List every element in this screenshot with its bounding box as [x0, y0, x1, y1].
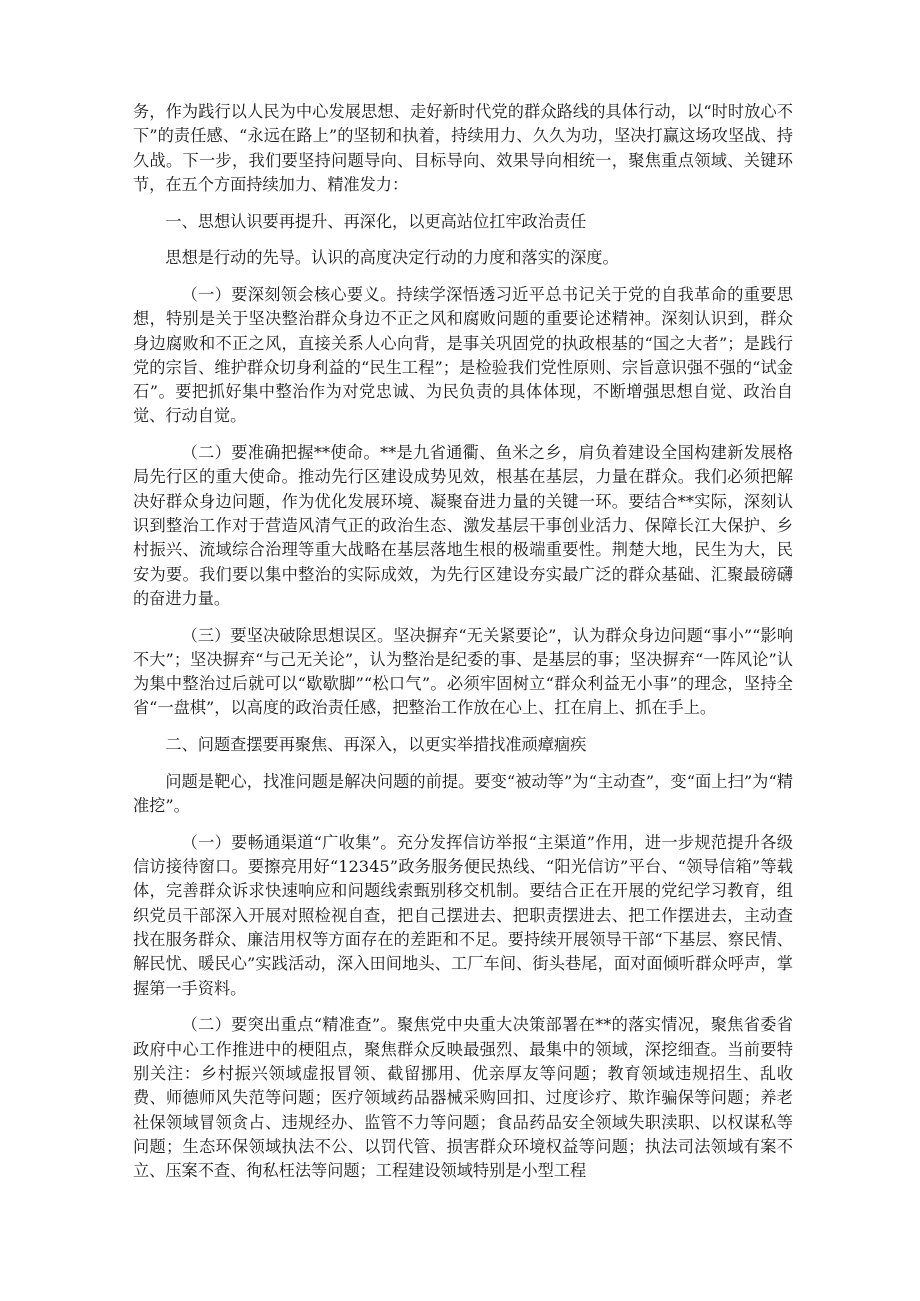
document-page: [133, 100, 793, 1196]
subsection-1-3: （三）要坚决破除思想误区。坚决摒弃“无关紧要论”，认为群众身边问题“事小”“影响不大”；坚决摒弃“与己无关论”，认为整治是纪委的事、是基层的事；坚决摒弃“一阵风论”认为集中整治过后就可以“歇歇脚”“松口气”。必须牢固树立“群众利益无小事”的理念，坚持全省“一盘棋”，以高度的政治责任感，把整治工作放在心上、扛在肩上、抓在手上。: [133, 625, 793, 718]
section-heading-2: 二、问题查摆要再聚焦、再深入，以更实举措找准顽瘴痼疾: [165, 735, 587, 755]
subsection-2-2: （二）要突出重点“精准查”。聚焦党中央重大决策部署在**的落实情况，聚焦省委省政府中心工作推进中的梗阻点，聚焦群众反映最强烈、最集中的领域，深挖细查。当前要特别关注：乡村振兴领域虚报冒领、截留挪用、优亲厚友等问题；教育领域违规招生、乱收费、师德师风失范等问题；医疗领域药品器械采购回扣、过度诊疗、欺诈骗保等问题；养老社保领域冒领贪占、违规经办、监管不力等问题；食品药品安全领域失职渎职、以权谋私等问题；生态环保领域执法不公、以罚代管、损害群众环境权益等问题；执法司法领域有案不立、压案不查、徇私枉法等问题；工程建设领域特别是小型工程: [133, 1015, 793, 1181]
section-heading-1: 一、思想认识要再提升、再深化，以更高站位扛牢政治责任: [165, 211, 587, 231]
subsection-1-1: （一）要深刻领会核心要义。持续学深悟透习近平总书记关于党的自我革命的重要思想，特别是关于坚决整治群众身边不正之风和腐败问题的重要论述精神。深刻认识到，群众身边腐败和不正之风，直接关系人心向背，是事关巩固党的执政根基的“国之大者”；是践行党的宗旨、维护群众切身利益的“民生工程”；是检验我们党性原则、宗旨意识强不强的“试金石”。要把抓好集中整治作为对党忠诚、为民负责的具体体现，不断增强思想自觉、政治自觉、行动自觉。: [133, 284, 793, 426]
subsection-1-2: （二）要准确把握**使命。**是九省通衢、鱼米之乡，肩负着建设全国构建新发展格局先行区的重大使命。推动先行区建设成势见效，根基在基层，力量在群众。我们必须把解决好群众身边问题，作为优化发展环境、凝聚奋进力量的关键一环。要结合**实际，深刻认识到整治工作对于营造风清气正的政治生态、激发基层干事创业活力、保障长江大保护、乡村振兴、流域综合治理等重大战略在基层落地生根的极端重要性。荆楚大地，民生为大，民安为要。我们要以集中整治的实际成效，为先行区建设夯实最广泛的群众基础、汇聚最磅礴的奋进力量。: [133, 443, 793, 608]
paragraph-continuation: 务，作为践行以人民为中心发展思想、走好新时代党的群众路线的具体行动，以“时时放心不下”的责任感、“永远在路上”的坚韧和执着，持续用力、久久为功，坚决打赢这场攻坚战、持久战。下一步，我们要坚持问题导向、目标导向、效果导向相统一，聚焦重点领域、关键环节，在五个方面持续加力、精准发力：: [133, 102, 793, 194]
section-intro-2: 问题是靶心，找准问题是解决问题的前提。要变“被动等”为“主动查”，变“面上扫”为“精准挖”。: [133, 771, 793, 816]
section-intro-1: 思想是行动的先导。认识的高度决定行动的力度和落实的深度。: [165, 248, 619, 268]
subsection-2-1: （一）要畅通渠道“广收集”。充分发挥信访举报“主渠道”作用，进一步规范提升各级信访接待窗口。要擦亮用好“12345”政务服务便民热线、“阳光信访”平台、“领导信箱”等载体，完善群众诉求快速响应和问题线索甄别移交机制。要结合正在开展的党纪学习教育，组织党员干部深入开展对照检视自查，把自己摆进去、把职责摆进去、把工作摆进去，主动查找在服务群众、廉洁用权等方面存在的差距和不足。要持续开展领导干部“下基层、察民情、解民忧、暖民心”实践活动，深入田间地头、工厂车间、街头巷尾，面对面倾听群众呼声，掌握第一手资料。: [133, 832, 793, 998]
